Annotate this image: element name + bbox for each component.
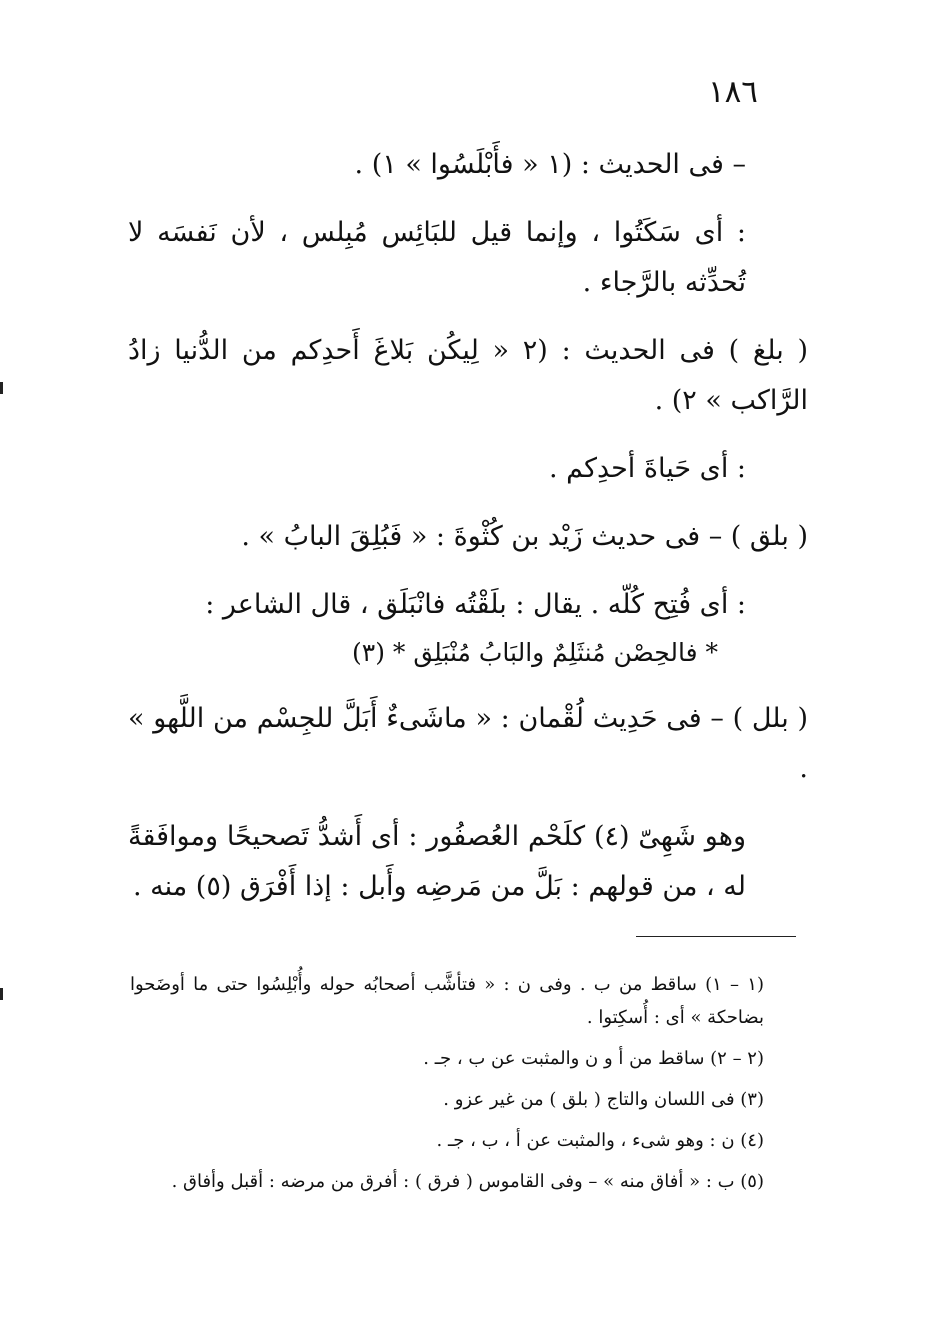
paragraph-iblas-explanation: : أى سَكَتُوا ، وإنما قيل للبَائِس مُبِلس ، لأن نَفسَه لا تُحدِّثه بالرَّجاء . (128, 217, 746, 298)
paragraph-balal: ( بلل ) – فى حَدِيث لُقْمان : « ماشَىءٌ أَبَلَّ للجِسْم من اللَّهو » . (128, 703, 808, 784)
poetry-verse: * فالحِصْن مُنثَلِمٌ والبَابُ مُنْبَلِق * (٣) (351, 638, 718, 667)
paragraph-balaq-explanation: : أى فُتِح كُلّه . يقال : بلَقْتُه فانْبَلَق ، قال الشاعر : (205, 589, 746, 620)
paragraph-balagh-explanation: : أى حَياةَ أحدِكم . (548, 453, 746, 484)
footnote-3: (٣) فى اللسان والتاج ( بلق ) من غير عزو . (443, 1089, 764, 1110)
footnote-1: (١ – ١) ساقط من ب . وفى ن : « فتأشَّب أصحابُه حوله وأُبْلِسُوا حتى ما أوضَحوا بضاحكة » أى : أُسكِتوا . (130, 974, 764, 1028)
scan-edge-mark (0, 382, 3, 394)
paragraph-balaq: ( بلق ) – فى حديث زَيْد بن كُثْوةَ : « فَبُلِقَ البابُ » . (241, 521, 808, 552)
footnote-4: (٤) ن : وهو شىء ، والمثبت عن أ ، ب ، جـ . (436, 1130, 764, 1151)
page-number: ١٨٦ (708, 74, 758, 110)
paragraph-iblas: – فى الحديث : (١ « فأَبْلَسُوا » ١) . (354, 149, 746, 180)
footnote-5: (٥) ب : « أفاق منه » – وفى القاموس ( فرق ) : أفرق من مرضه : أقبل وأفاق . (171, 1171, 764, 1192)
footnote-2: (٢ – ٢) ساقط من أ و ن والمثبت عن ب ، جـ . (423, 1048, 764, 1069)
paragraph-balal-explanation: وهو شَهِىّ (٤) كلَحْم العُصفُور : أى أَشدُّ تَصحيحًا وموافَقةً له ، من قولهم : بَلَّ من مَرضِه وأَبل : إذا أَفْرَق (٥) منه . (128, 821, 746, 902)
main-text (128, 140, 808, 912)
paragraph-balagh: ( بلغ ) فى الحديث : (٢ « لِيكُن بَلاغَ أَحدِكم من الدُّنيا زادُ الرَّاكب » ٢) . (128, 335, 808, 416)
footnote-divider (636, 936, 796, 937)
scan-edge-mark (0, 988, 3, 1000)
footnotes (130, 968, 810, 1198)
